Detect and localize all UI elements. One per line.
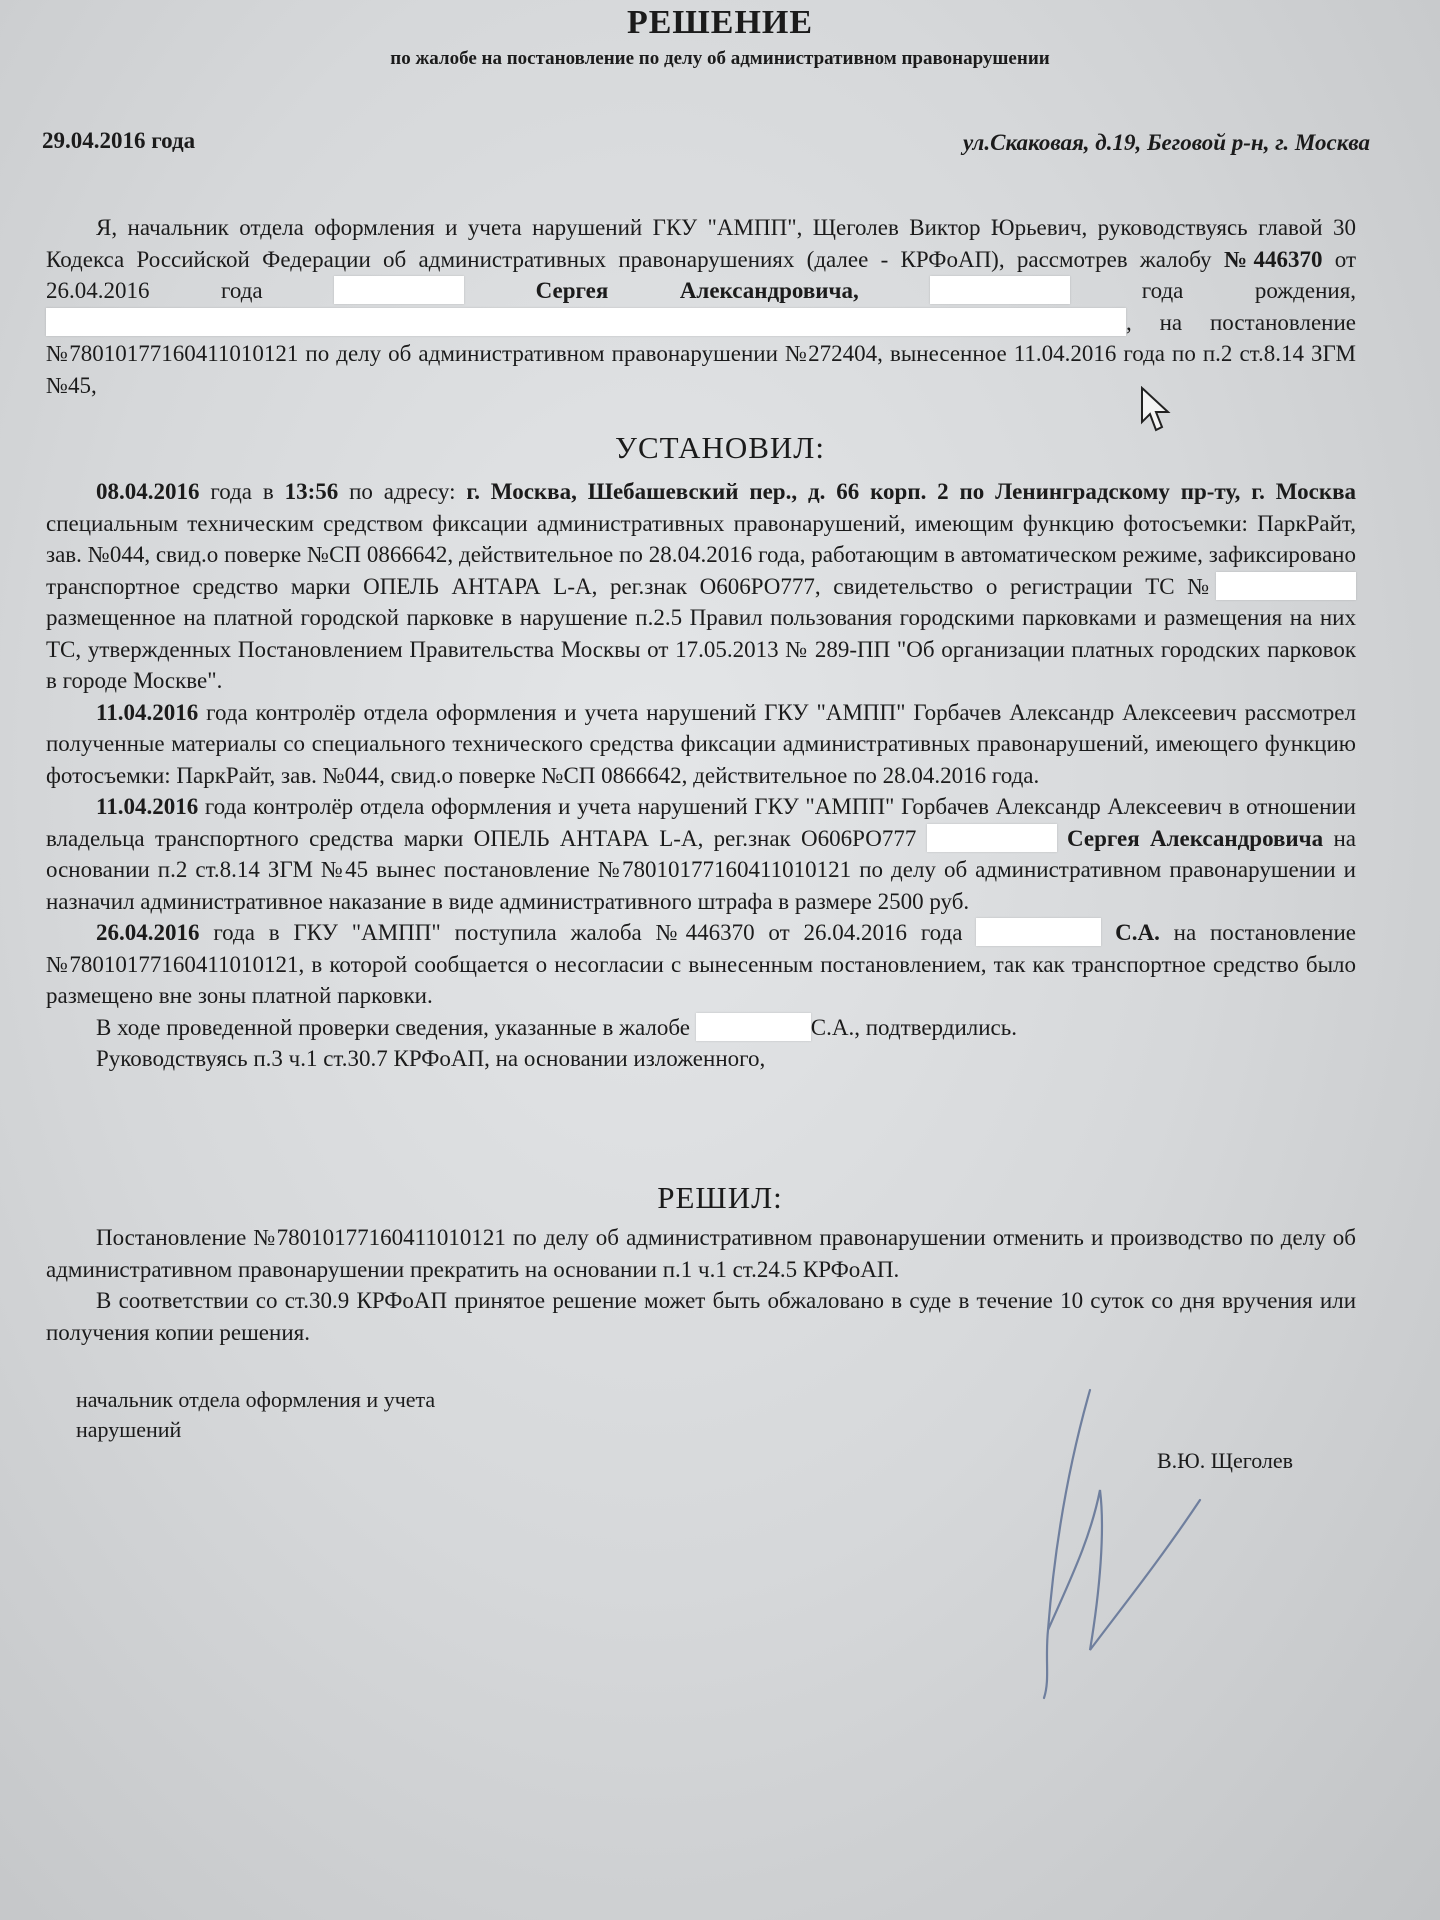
redacted-complainant-2 <box>696 1013 811 1041</box>
intro-paragraph <box>46 212 1356 401</box>
document-title: РЕШЕНИЕ <box>626 4 814 41</box>
decided-section <box>46 1222 1356 1348</box>
signatory-name: В.Ю. Щеголев <box>1157 1448 1294 1473</box>
handwritten-signature <box>1030 1380 1230 1700</box>
established-paragraph-4 <box>46 917 1356 1012</box>
mouse-cursor-icon <box>1140 386 1172 434</box>
p4-text-1: года в ГКУ "АМПП" поступила жалоба №446370 от 26.04.2016 года <box>199 920 977 945</box>
established-paragraph-3 <box>46 791 1356 917</box>
p1-text-4: размещенное на платной городской парковке в нарушение п.2.5 Правил пользования городскими парковками и размещения на них ТС, утвержденных Постановлением Правительства Москвы от 17.05.2013 № 289-ПП "Об организации платных городских парковок в городе Москве". <box>46 605 1356 693</box>
intro-text-2: от 26.04.2016 года <box>46 246 1356 303</box>
redacted-birthdate <box>930 276 1070 304</box>
owner-name: Сергея Александровича <box>1067 825 1324 851</box>
redacted-surname <box>334 276 464 304</box>
p1-text-3: специальным техническим средством фиксации административных правонарушений, имеющим функцию фотосъемки: ПаркРайт, зав. №044, свид.о поверке №СП 0866642, действительное по 28.04.2016 года, работающим в автоматическом режиме, зафиксировано транспортное средство марки ОПЕЛЬ АНТАРА L-A, рег.знак О606РО777, свидетельство о регистрации ТС № <box>46 510 1356 599</box>
p5-text-1: В ходе проведенной проверки сведения, указанные в жалобе <box>96 1014 696 1040</box>
violation-address: г. Москва, Шебашевский пер., д. 66 корп. 2 по Ленинградскому пр-ту, г. Москва <box>466 479 1356 504</box>
redacted-owner-surname <box>927 824 1057 852</box>
document-date: 29.04.2016 года <box>42 128 196 153</box>
established-paragraph-5 <box>46 1012 1356 1044</box>
established-paragraph-1 <box>46 476 1356 697</box>
intro-text-1: Я, начальник отдела оформления и учета нарушений ГКУ "АМПП", Щеголев Виктор Юрьевич, руководствуясь главой 30 Кодекса Российской Федерации об административных правонарушениях (далее - КРФоАП), рассмотрев жалобу <box>46 215 1356 272</box>
document-place: ул.Скаковая, д.19, Беговой р-н, г. Москва <box>962 130 1370 155</box>
established-heading: УСТАНОВИЛ: <box>615 430 825 465</box>
redacted-complainant <box>976 918 1101 946</box>
p1-text-1: года в <box>199 479 285 504</box>
decided-heading: РЕШИЛ: <box>657 1180 783 1215</box>
established-paragraph-6: Руководствуясь п.3 ч.1 ст.30.7 КРФоАП, на основании изложенного, <box>96 1046 766 1071</box>
intro-text-3: года рождения, <box>1141 278 1357 303</box>
p3-text-1: года контролёр отдела оформления и учета нарушений ГКУ "АМПП" Горбачев Александр Алексеевич в отношении владельца транспортного средства марки ОПЕЛЬ АНТАРА L-A, рег.знак О606РО777 <box>46 794 1356 851</box>
redacted-registration <box>1216 572 1356 600</box>
review-date: 11.04.2016 <box>96 699 199 725</box>
decided-paragraph-1: Постановление №78010177160411010121 по делу об административном правонарушении отменить и производство по делу об административном правонарушении прекратить на основании п.1 ч.1 ст.24.5 КРФоАП. <box>46 1225 1356 1282</box>
decided-paragraph-2: В соответствии со ст.30.9 КРФоАП принятое решение может быть обжаловано в суде в течение 10 суток со дня вручения или получения копии решения. <box>46 1288 1356 1345</box>
established-paragraph-2 <box>46 697 1356 792</box>
violation-time: 13:56 <box>284 479 339 504</box>
redacted-address <box>46 308 1126 336</box>
p4-text-2: на постановление №78010177160411010121, в которой сообщается о несогласии с вынесенным постановлением, так как транспортное средство было размещено вне зоны платной парковки. <box>46 920 1357 1008</box>
intro-text-4: , на постановление №78010177160411010121 по делу об административном правонарушении №272404, вынесенное 11.04.2016 года по п.2 ст.8.14 ЗГМ №45, <box>46 309 1356 398</box>
p5-text-2: С.А., подтвердились. <box>810 1014 1017 1040</box>
p2-text: года контролёр отдела оформления и учета нарушений ГКУ "АМПП" Горбачев Александр Алексеевич рассмотрел полученные материалы со специального технического средства фиксации административных правонарушений, имеющего функцию фотосъемки: ПаркРайт, зав. №044, свид.о поверке №СП 0866642, действительное по 28.04.2016 года. <box>46 699 1356 788</box>
ruling-date: 11.04.2016 <box>96 794 199 819</box>
violation-date: 08.04.2016 <box>96 479 200 504</box>
complaint-date: 26.04.2016 <box>96 920 200 945</box>
established-section <box>46 476 1356 1075</box>
p3-text-2: на основании п.2 ст.8.14 ЗГМ №45 вынес постановление №78010177160411010121 по делу об административном правонарушении и назначил административное наказание в виде административного штрафа в размере 2500 руб. <box>46 825 1356 914</box>
complainant-initials: С.А. <box>1115 920 1160 945</box>
document-subtitle: по жалобе на постановление по делу об административном правонарушении <box>390 48 1050 69</box>
p1-text-2: по адресу: <box>338 479 467 504</box>
applicant-name: Сергея Александровича, <box>535 278 859 303</box>
complaint-number: №446370 <box>1223 246 1323 272</box>
signatory-position: начальник отдела оформления и учета нарушений <box>76 1387 436 1442</box>
